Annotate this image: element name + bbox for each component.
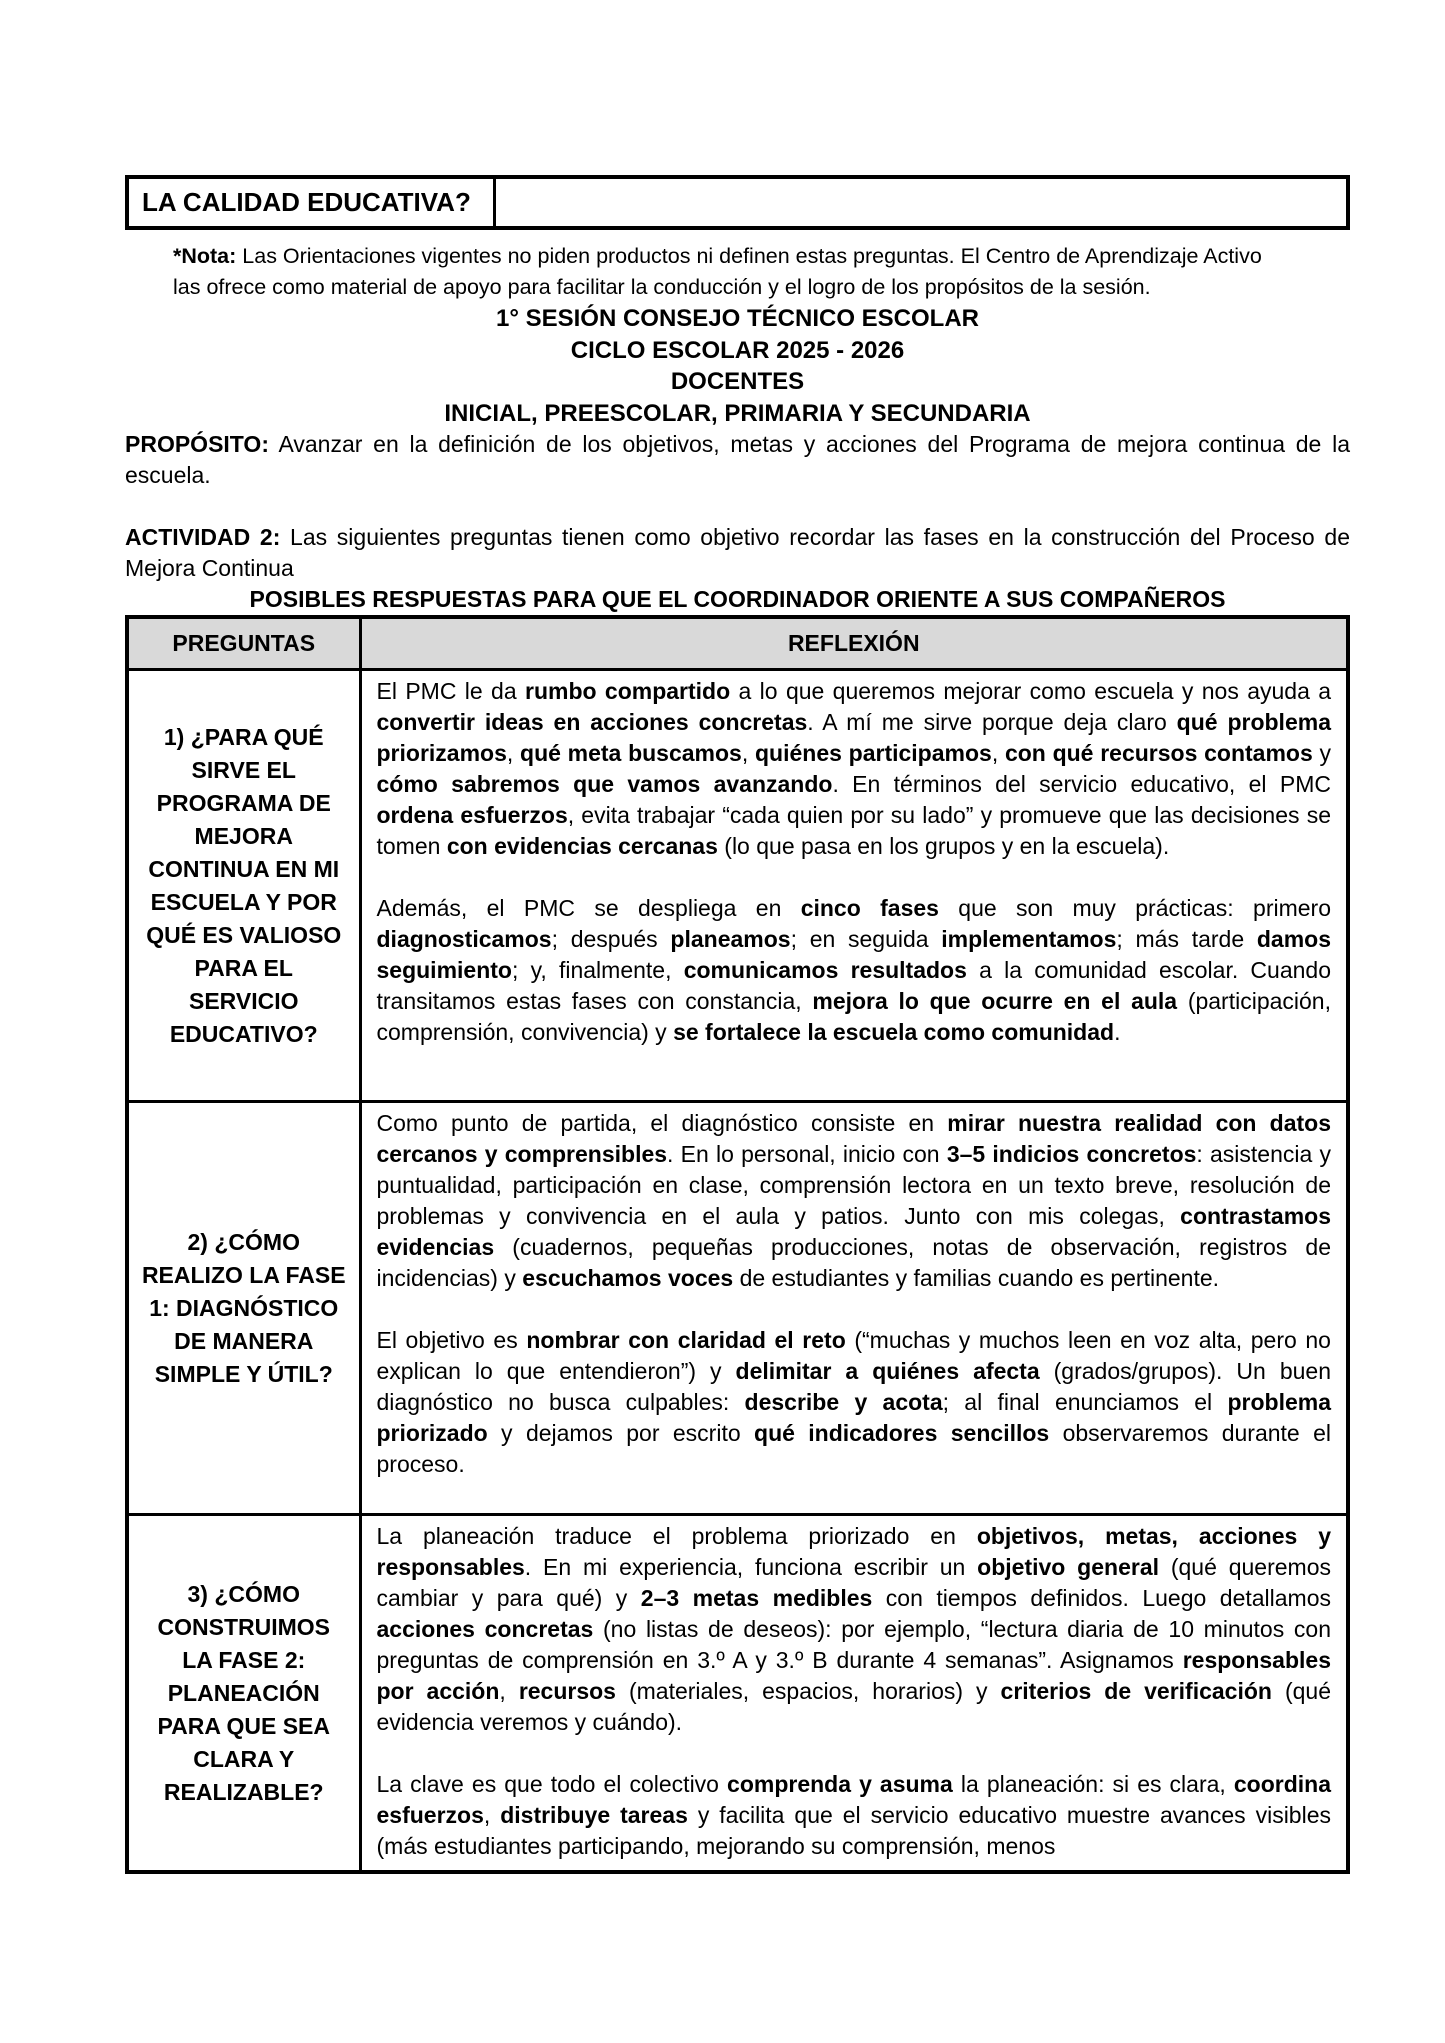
proposito-paragraph bbox=[125, 429, 1350, 491]
note-label: *Nota: bbox=[173, 244, 237, 268]
actividad-text: Las siguientes preguntas tienen como objetivo recordar las fases en la construcción del Proceso de Mejora Continua bbox=[125, 524, 1350, 581]
question-cell-2: 2) ¿CÓMO REALIZO LA FASE 1: DIAGNÓSTICO DE MANERA SIMPLE Y ÚTIL? bbox=[127, 1102, 360, 1515]
reflexion-cell-3 bbox=[360, 1515, 1348, 1873]
header-box-title: LA CALIDAD EDUCATIVA? bbox=[129, 179, 496, 226]
title-niveles: INICIAL, PREESCOLAR, PRIMARIA Y SECUNDARIA bbox=[444, 399, 1031, 427]
titles-block bbox=[125, 303, 1350, 429]
note bbox=[173, 241, 1278, 303]
proposito-text: Avanzar en la definición de los objetivos, metas y acciones del Programa de mejora continua de la escuela. bbox=[125, 431, 1350, 488]
title-docentes: DOCENTES bbox=[670, 368, 805, 395]
reflexion-1-paragraph-1: El PMC le da rumbo compartido a lo que queremos mejorar como escuela y nos ayuda a convertir ideas en acciones concretas. A mí me sirve porque deja claro qué problema priorizamos, qué meta buscamos, quiénes participamos, con qué recursos contamos y cómo sabremos que vamos avanzando. En términos del servicio educativo, el PMC ordena esfuerzos, evita trabajar “cada quien por su lado” y promueve que las decisiones se tomen con evidencias cercanas (lo que pasa en los grupos y en la escuela). bbox=[376, 678, 1332, 859]
header-box-empty-cell bbox=[496, 179, 1346, 226]
reflexion-cell-2 bbox=[360, 1102, 1348, 1515]
table-title: POSIBLES RESPUESTAS PARA QUE EL COORDINADOR ORIENTE A SUS COMPAÑEROS bbox=[249, 586, 1226, 612]
note-text: Las Orientaciones vigentes no piden productos ni definen estas preguntas. El Centro de Aprendizaje Activo las ofrece como material de apoyo para facilitar la conducción y el logro de los propósitos de la sesión. bbox=[173, 244, 1262, 299]
question-cell-1: 1) ¿PARA QUÉ SIRVE EL PROGRAMA DE MEJORA CONTINUA EN MI ESCUELA Y POR QUÉ ES VALIOSO PARA EL SERVICIO EDUCATIVO? bbox=[127, 670, 360, 1102]
table-row bbox=[127, 670, 1348, 1102]
reflexion-3-paragraph-1: La planeación traduce el problema priorizado en objetivos, metas, acciones y responsables. En mi experiencia, funciona escribir un objetivo general (qué queremos cambiar y para qué) y 2–3 metas medibles con tiempos definidos. Luego detallamos acciones concretas (no listas de deseos): por ejemplo, “lectura diaria de 10 minutos con preguntas de comprensión en 3.º A y 3.º B durante 4 semanas”. Asignamos responsables por acción, recursos (materiales, espacios, horarios) y criterios de verificación (qué evidencia veremos y cuándo). bbox=[376, 1523, 1332, 1735]
title-sesion: 1° SESIÓN CONSEJO TÉCNICO ESCOLAR bbox=[495, 305, 979, 332]
reflexion-cell-1 bbox=[360, 670, 1348, 1102]
table-row bbox=[127, 1515, 1348, 1873]
actividad-paragraph bbox=[125, 522, 1350, 584]
reflexion-3-paragraph-2: La clave es que todo el colectivo comprenda y asuma la planeación: si es clara, coordina esfuerzos, distribuye tareas y facilita que el servicio educativo muestre avances visibles (más estudiantes participando, mejorando su comprensión, menos bbox=[376, 1771, 1331, 1859]
question-cell-3: 3) ¿CÓMO CONSTRUIMOS LA FASE 2: PLANEACIÓN PARA QUE SEA CLARA Y REALIZABLE? bbox=[127, 1515, 360, 1873]
title-ciclo-escolar: CICLO ESCOLAR 2025 - 2026 bbox=[570, 336, 905, 364]
proposito-label: PROPÓSITO: bbox=[125, 431, 269, 457]
reflexion-2-paragraph-1: Como punto de partida, el diagnóstico consiste en mirar nuestra realidad con datos cercanos y comprensibles. En lo personal, inicio con 3–5 indicios concretos: asistencia y puntualidad, participación en clase, comprensión lectora en un texto breve, resolución de problemas y convivencia en el aula y patios. Junto con mis colegas, contrastamos evidencias (cuadernos, pequeñas producciones, notas de observación, registros de incidencias) y escuchamos voces de estudiantes y familias cuando es pertinente. bbox=[376, 1110, 1331, 1291]
header-box bbox=[125, 175, 1350, 230]
table-header-row bbox=[127, 617, 1348, 670]
reflexion-1-paragraph-2: Además, el PMC se despliega en cinco fases que son muy prácticas: primero diagnosticamos; después planeamos; en seguida implementamos; más tarde damos seguimiento; y, finalmente, comunicamos resultados a la comunidad escolar. Cuando transitamos estas fases con constancia, mejora lo que ocurre en el aula (participación, comprensión, convivencia) y se fortalece la escuela como comunidad. bbox=[376, 895, 1331, 1045]
actividad-label: ACTIVIDAD 2: bbox=[125, 524, 281, 550]
table-row bbox=[127, 1102, 1348, 1515]
header-preguntas: PREGUNTAS bbox=[127, 617, 360, 670]
header-reflexion: REFLEXIÓN bbox=[360, 617, 1348, 670]
document-page bbox=[125, 0, 1350, 1874]
preguntas-reflexion-table bbox=[125, 615, 1350, 1874]
reflexion-2-paragraph-2: El objetivo es nombrar con claridad el reto (“muchas y muchos leen en voz alta, pero no explican lo que entendieron”) y delimitar a quiénes afecta (grados/grupos). Un buen diagnóstico no busca culpables: describe y acota; al final enunciamos el problema priorizado y dejamos por escrito qué indicadores sencillos observaremos durante el proceso. bbox=[376, 1327, 1331, 1477]
